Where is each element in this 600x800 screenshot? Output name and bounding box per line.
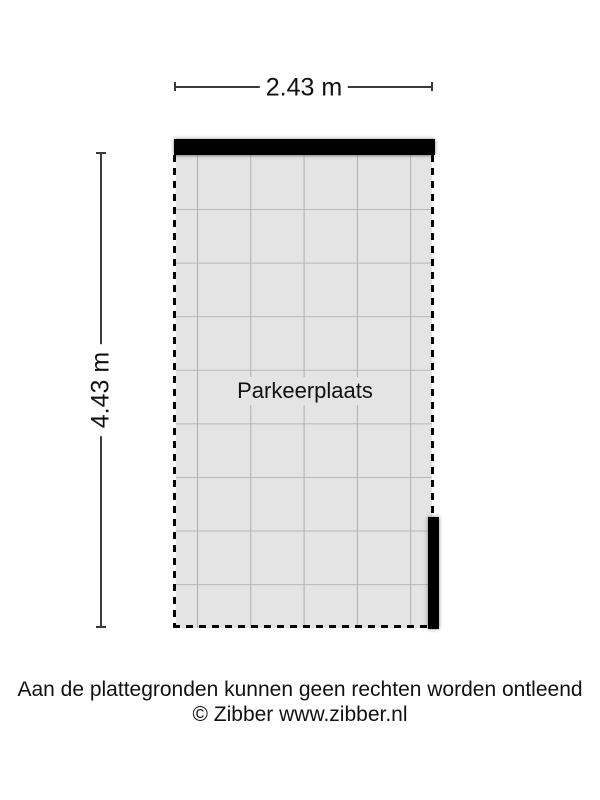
copyright-text: © Zibber www.zibber.nl (192, 703, 408, 726)
dashed-boundary-left (173, 155, 176, 628)
width-dimension-tick-right (431, 82, 433, 91)
wall-top (174, 139, 435, 155)
dashed-boundary-bottom (173, 625, 434, 628)
footer (0, 677, 600, 727)
wall-right-lower (428, 517, 439, 629)
disclaimer-text: Aan de plattegronden kunnen geen rechten worden ontleend (17, 678, 583, 701)
depth-dimension-tick-bottom (96, 626, 106, 628)
depth-dimension-label: 4.43 m (87, 344, 116, 436)
width-dimension-tick-left (174, 82, 176, 91)
depth-dimension-tick-top (96, 152, 106, 154)
width-dimension-label: 2.43 m (260, 74, 348, 103)
room-label: Parkeerplaats (232, 377, 378, 405)
